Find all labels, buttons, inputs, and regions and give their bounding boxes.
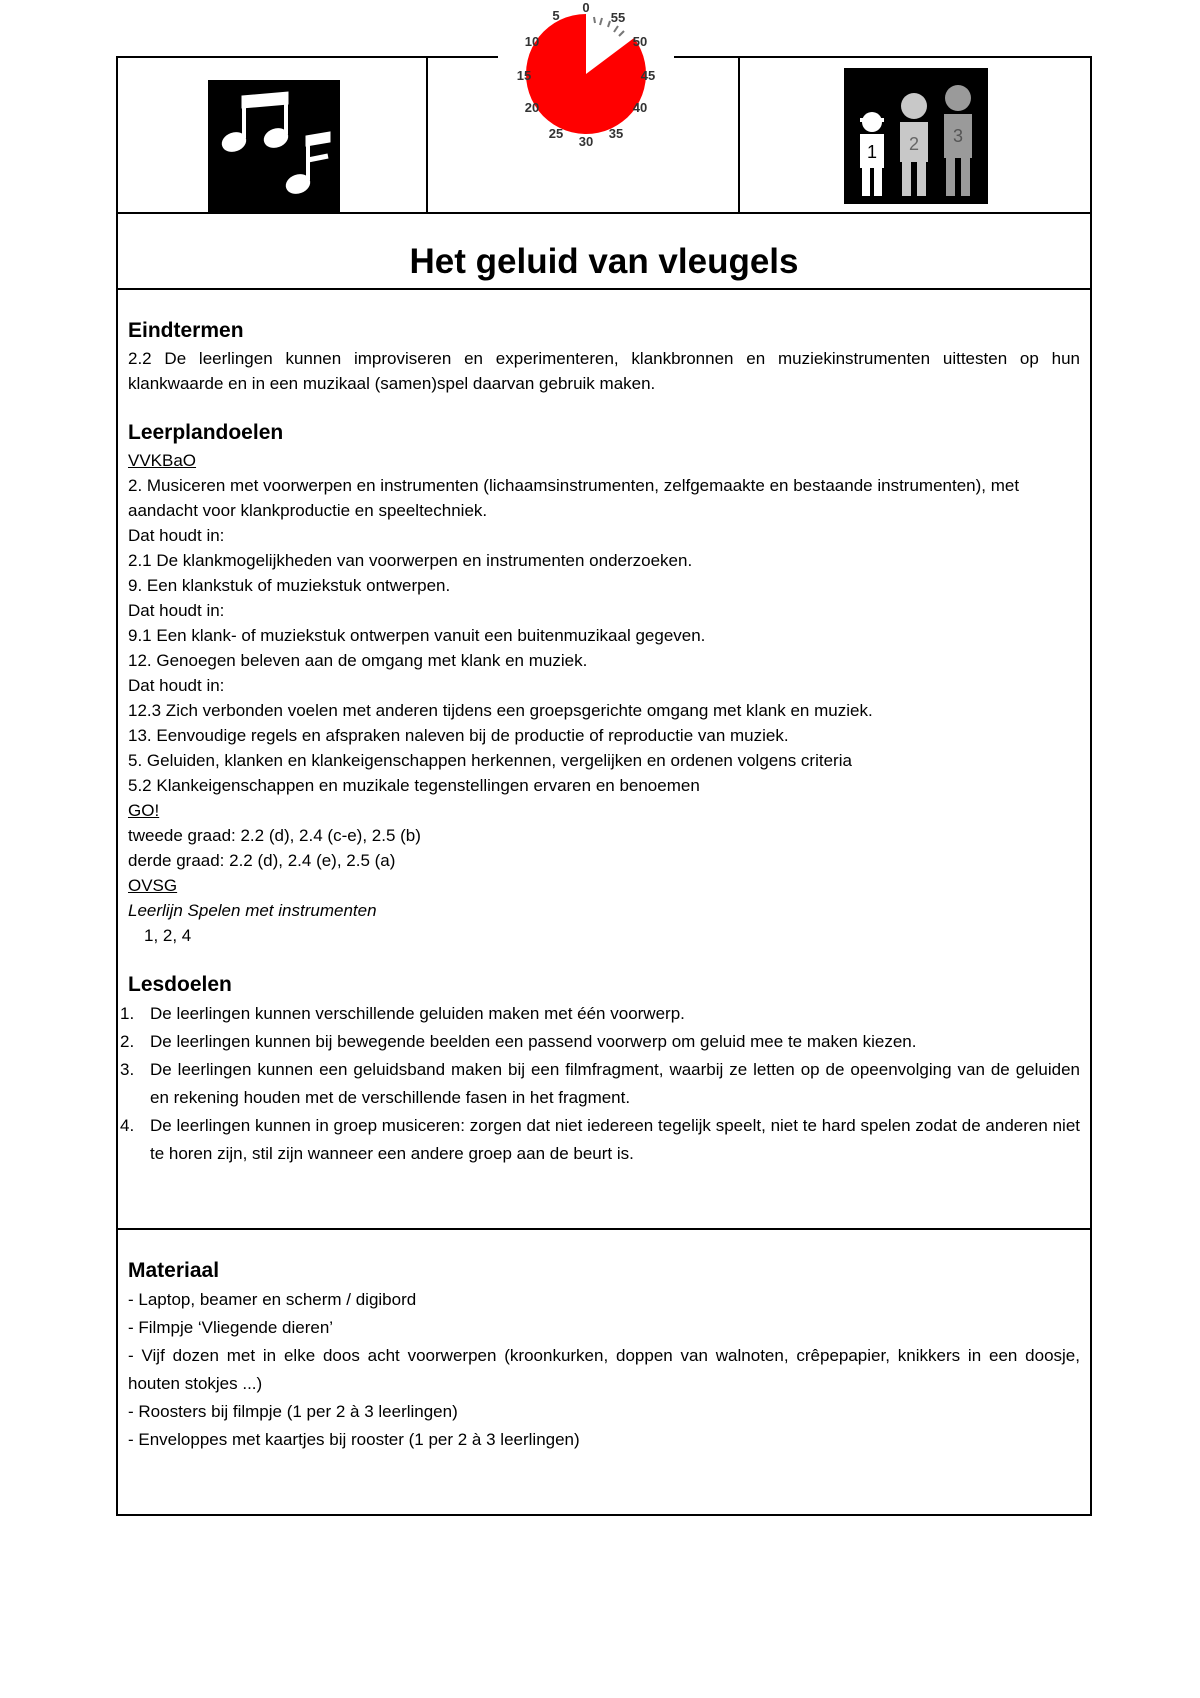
vvkbao-line: 2.1 De klankmogelijkheden van voorwerpen en instrumenten onderzoeken.: [128, 551, 693, 570]
materiaal-item: - Laptop, beamer en scherm / digibord: [128, 1290, 417, 1309]
materiaal-item: - Filmpje ‘Vliegende dieren’: [128, 1318, 334, 1337]
vvkbao-line: Dat houdt in:: [128, 676, 225, 695]
timer-label-30: 30: [578, 134, 594, 149]
materiaal-block: [128, 1256, 1080, 1454]
go-line: derde graad: 2.2 (d), 2.4 (e), 2.5 (a): [128, 851, 396, 870]
go-label: GO!: [128, 801, 160, 820]
page-title: Het geluid van vleugels: [116, 214, 1092, 290]
eindtermen-heading: Eindtermen: [128, 319, 244, 342]
lesdoel-text: De leerlingen kunnen bij bewegende beelden een passend voorwerp om geluid mee te maken kiezen.: [150, 1032, 917, 1051]
timer-label-35: 35: [608, 126, 624, 141]
timer-label-20: 20: [524, 100, 540, 115]
vvkbao-line: 5. Geluiden, klanken en klankeigenschappen herkennen, vergelijken en ordenen volgens criteria: [128, 751, 852, 770]
ovsg-values: 1, 2, 4: [144, 926, 192, 945]
materiaal-heading: Materiaal: [128, 1259, 220, 1282]
header-cell-music: [116, 56, 428, 212]
lesson-body: [120, 316, 1080, 1168]
timer-label-25: 25: [548, 126, 564, 141]
materiaal-item: - Roosters bij filmpje (1 per 2 à 3 leerlingen): [128, 1402, 458, 1421]
materiaal-item: - Enveloppes met kaartjes bij rooster (1 per 2 à 3 leerlingen): [128, 1430, 580, 1449]
lesdoelen-heading: Lesdoelen: [128, 973, 232, 996]
timer-label-5: 5: [552, 8, 560, 23]
leerplandoelen-heading: Leerplandoelen: [128, 421, 284, 444]
lesdoel-number: 2.: [120, 1032, 135, 1051]
vvkbao-line: 9. Een klankstuk of muziekstuk ontwerpen.: [128, 576, 451, 595]
lesdoel-item: [120, 1028, 1080, 1056]
lesdoel-number: 4.: [120, 1116, 135, 1135]
materiaal-list: [128, 1286, 1080, 1454]
lesdoel-text: De leerlingen kunnen in groep musiceren: zorgen dat niet iedereen tegelijk speelt, niet te hard spelen zodat de anderen niet te horen zijn, stil zijn wanneer een andere groep aan de beurt is.: [150, 1116, 1080, 1163]
section-divider: [116, 1228, 1092, 1230]
lesdoelen-list: [120, 1000, 1080, 1168]
group-of-three-icon: [844, 68, 988, 204]
timer-label-45: 45: [640, 68, 656, 83]
ovsg-label: OVSG: [128, 876, 178, 895]
vvkbao-line: Dat houdt in:: [128, 601, 225, 620]
lesdoel-item: [120, 1056, 1080, 1112]
group-number-1: 1: [866, 142, 878, 162]
go-line: tweede graad: 2.2 (d), 2.4 (c-e), 2.5 (b): [128, 826, 421, 845]
vvkbao-line: 12. Genoegen beleven aan de omgang met klank en muziek.: [128, 651, 588, 670]
lesdoel-number: 1.: [120, 1004, 135, 1023]
vvkbao-line: 12.3 Zich verbonden voelen met anderen tijdens een groepsgerichte omgang met klank en muziek.: [128, 701, 873, 720]
timer-label-0: 0: [582, 0, 590, 15]
timer-label-50: 50: [632, 34, 648, 49]
timer-label-40: 40: [632, 100, 648, 115]
timer-label-10: 10: [524, 34, 540, 49]
lesdoel-item: [120, 1112, 1080, 1168]
materiaal-item: - Vijf dozen met in elke doos acht voorwerpen (kroonkurken, doppen van walnoten, crêpepapier, knikkers in een doosje, houten stokjes ...): [128, 1346, 1080, 1393]
vvkbao-label: VVKBaO: [128, 451, 197, 470]
lesdoel-text: De leerlingen kunnen verschillende geluiden maken met één voorwerp.: [150, 1004, 685, 1023]
vvkbao-line: 2. Musiceren met voorwerpen en instrumenten (lichaamsinstrumenten, zelfgemaakte en bestaande instrumenten), met aandacht voor klankproductie en speeltechniek.: [128, 476, 1020, 520]
group-number-3: 3: [952, 126, 964, 146]
ovsg-leerlijn: Leerlijn Spelen met instrumenten: [128, 901, 377, 920]
lesdoel-item: [120, 1000, 1080, 1028]
vvkbao-line: 5.2 Klankeigenschappen en muzikale tegenstellingen ervaren en benoemen: [128, 776, 700, 795]
timer-label-15: 15: [516, 68, 532, 83]
timer-label-55: 55: [610, 10, 626, 25]
lesdoel-number: 3.: [120, 1060, 135, 1079]
eindtermen-text: 2.2 De leerlingen kunnen improviseren en experimenteren, klankbronnen en muziekinstrumenten uittesten op hun klankwaarde en in een muzikaal (samen)spel daarvan gebruik maken.: [128, 349, 1080, 393]
vvkbao-list: [128, 473, 1080, 798]
music-notes-icon: [208, 80, 340, 212]
lesdoel-text: De leerlingen kunnen een geluidsband maken bij een filmfragment, waarbij ze letten op de opeenvolging van de geluiden en rekening houden met de verschillende fasen in het fragment.: [150, 1060, 1080, 1107]
timer-clock-icon: [498, 0, 674, 150]
vvkbao-line: Dat houdt in:: [128, 526, 225, 545]
header-cell-group: [740, 56, 1090, 212]
vvkbao-line: 13. Eenvoudige regels en afspraken naleven bij de productie of reproductie van muziek.: [128, 726, 789, 745]
group-number-2: 2: [908, 134, 920, 154]
vvkbao-line: 9.1 Een klank- of muziekstuk ontwerpen vanuit een buitenmuzikaal gegeven.: [128, 626, 706, 645]
